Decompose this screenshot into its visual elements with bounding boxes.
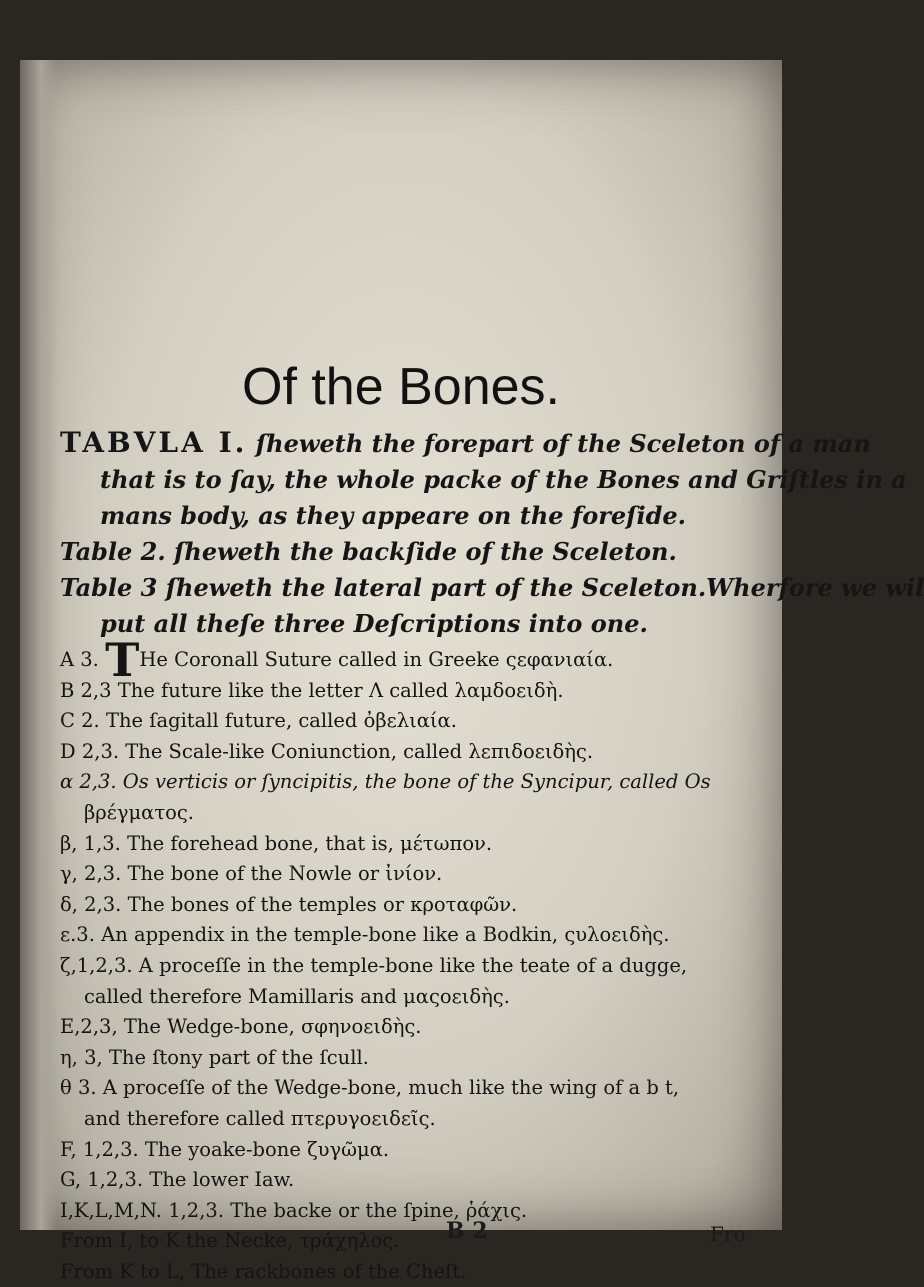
drop-cap: T — [105, 633, 140, 687]
legend-entry: γ, 2,3. The bone of the Nowle or ἰνίον. — [60, 862, 443, 886]
legend-label: E,2,3, — [60, 1015, 118, 1039]
legend-entry: δ, 2,3. The bones of the temples or κροταφῶν. — [60, 892, 518, 916]
legend-label: D 2,3. — [60, 739, 120, 763]
legend-entry: A 3. THe Coronall Suture called in Greeke ςεφανιαία. — [60, 633, 614, 687]
legend-entry: α 2,3. Os verticis or ſyncipitis, the bone of the Syncipur, called Os — [60, 770, 711, 794]
legend-entry: F, 1,2,3. The yoake-bone ζυγῶμα. — [60, 1137, 390, 1161]
heading-line: Table 2. ſheweth the backſide of the Sceleton. — [60, 537, 677, 566]
legend-label: γ, 2,3. — [60, 862, 122, 886]
legend-label: α 2,3. — [60, 770, 117, 794]
legend-entry: I,K,L,M,N. 1,2,3. The backe or the ſpine, ῥάχις. — [60, 1198, 528, 1222]
legend-label: F, 1,2,3. — [60, 1137, 139, 1161]
page-gutter — [20, 60, 58, 1230]
legend-entry: ζ,1,2,3. A proceſſe in the temple-bone like the teate of a dugge, — [60, 953, 688, 977]
catchword: Fro — [710, 1222, 746, 1246]
legend-entry: θ 3. A proceſſe of the Wedge-bone, much like the wing of a b t, — [60, 1076, 680, 1100]
bone-legend — [60, 633, 760, 1287]
legend-label: η, 3, — [60, 1045, 103, 1069]
legend-label: ζ,1,2,3. — [60, 953, 133, 977]
legend-label: From K — [60, 1259, 134, 1283]
heading-line: mans body, as they appeare on the foreſide. — [100, 501, 686, 530]
heading-line: TABVLA I. ſheweth the forepart of the Sceleton of a man — [60, 426, 871, 459]
heading-line: that is to ſay, the whole packe of the Bones and Griſtles in a — [100, 465, 907, 494]
legend-entry: G, 1,2,3. The lower Iaw. — [60, 1168, 295, 1192]
legend-entry: From I, to K the Necke, τράχηλος. — [60, 1229, 400, 1253]
legend-entry: ε.3. An appendix in the temple-bone like a Bodkin, ςυλοειδὴς. — [60, 923, 670, 947]
legend-label: C 2. — [60, 709, 100, 733]
legend-label: From I, — [60, 1229, 134, 1253]
legend-entry: η, 3, The ſtony part of the ſcull. — [60, 1045, 369, 1069]
legend-entry: βρέγματος. — [84, 800, 194, 824]
legend-label: ε.3. — [60, 923, 95, 947]
legend-label: B 2,3 — [60, 678, 112, 702]
legend-entry: From K to L, The rackbones of the Cheſt. — [60, 1259, 467, 1283]
legend-entry: β, 1,3. The forehead bone, that is, μέτωπον. — [60, 831, 493, 855]
page-title: Of the Bones. — [242, 358, 560, 416]
heading-line: put all theſe three Deſcriptions into one. — [100, 609, 648, 638]
legend-entry: called therefore Mamillaris and μαςοειδὴς. — [84, 984, 510, 1008]
signature-mark: B 2 — [446, 1218, 488, 1244]
legend-entry: and therefore called πτερυγοειδεῖς. — [84, 1106, 436, 1130]
legend-label: δ, 2,3. — [60, 892, 122, 916]
legend-entry: C 2. The ſagitall future, called ὀβελιαία. — [60, 709, 457, 733]
table-heading — [60, 425, 924, 642]
legend-label: A 3. — [60, 648, 99, 671]
legend-label: θ 3. — [60, 1076, 97, 1100]
legend-entry: B 2,3 The future like the letter Λ called λαμδοειδὴ. — [60, 678, 564, 702]
legend-label: G, 1,2,3. — [60, 1168, 144, 1192]
legend-label: β, 1,3. — [60, 831, 121, 855]
book-page — [20, 60, 924, 1283]
legend-entry: D 2,3. The Scale-like Coniunction, called λεπιδοειδὴς. — [60, 739, 594, 763]
legend-label: I,K,L,M,N. — [60, 1198, 162, 1222]
legend-entry: E,2,3, The Wedge-bone, σφηνοειδὴς. — [60, 1015, 422, 1039]
heading-line: Table 3 ſheweth the lateral part of the Sceleton.Wherfore we wil — [60, 573, 924, 602]
